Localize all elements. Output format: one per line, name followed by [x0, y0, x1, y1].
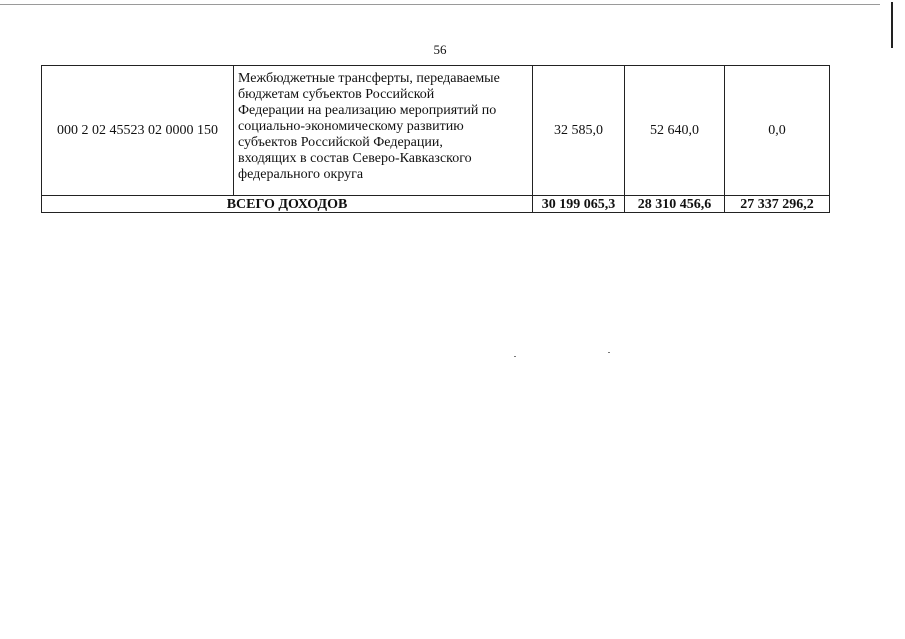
table-row [42, 66, 830, 196]
scan-speck [608, 352, 610, 353]
scan-speck [514, 356, 516, 357]
description-line: входящих в состав Северо-Кавказского [238, 151, 472, 166]
page-number: 56 [433, 42, 447, 57]
total-label: ВСЕГО ДОХОДОВ [42, 196, 533, 213]
description-cell [234, 66, 533, 196]
revenue-table [41, 65, 830, 213]
total-year-2: 28 310 456,6 [625, 196, 725, 213]
description-line: федерального округа [238, 167, 364, 182]
total-year-1: 30 199 065,3 [533, 196, 625, 213]
description-line: бюджетам субъектов Российской [238, 87, 435, 102]
total-row [42, 196, 830, 213]
budget-code-cell: 000 2 02 45523 02 0000 150 [42, 66, 234, 196]
description-line: социально-экономическому развитию [238, 119, 464, 134]
amount-year-3: 0,0 [725, 66, 830, 196]
description-line: Межбюджетные трансферты, передаваемые [238, 71, 500, 86]
description-line: Федерации на реализацию мероприятий по [238, 103, 497, 118]
amount-year-2: 52 640,0 [625, 66, 725, 196]
amount-year-1: 32 585,0 [533, 66, 625, 196]
scan-right-edge [891, 2, 893, 48]
scan-top-rule [0, 4, 880, 5]
description-line: субъектов Российской Федерации, [238, 135, 443, 150]
total-year-3: 27 337 296,2 [725, 196, 830, 213]
